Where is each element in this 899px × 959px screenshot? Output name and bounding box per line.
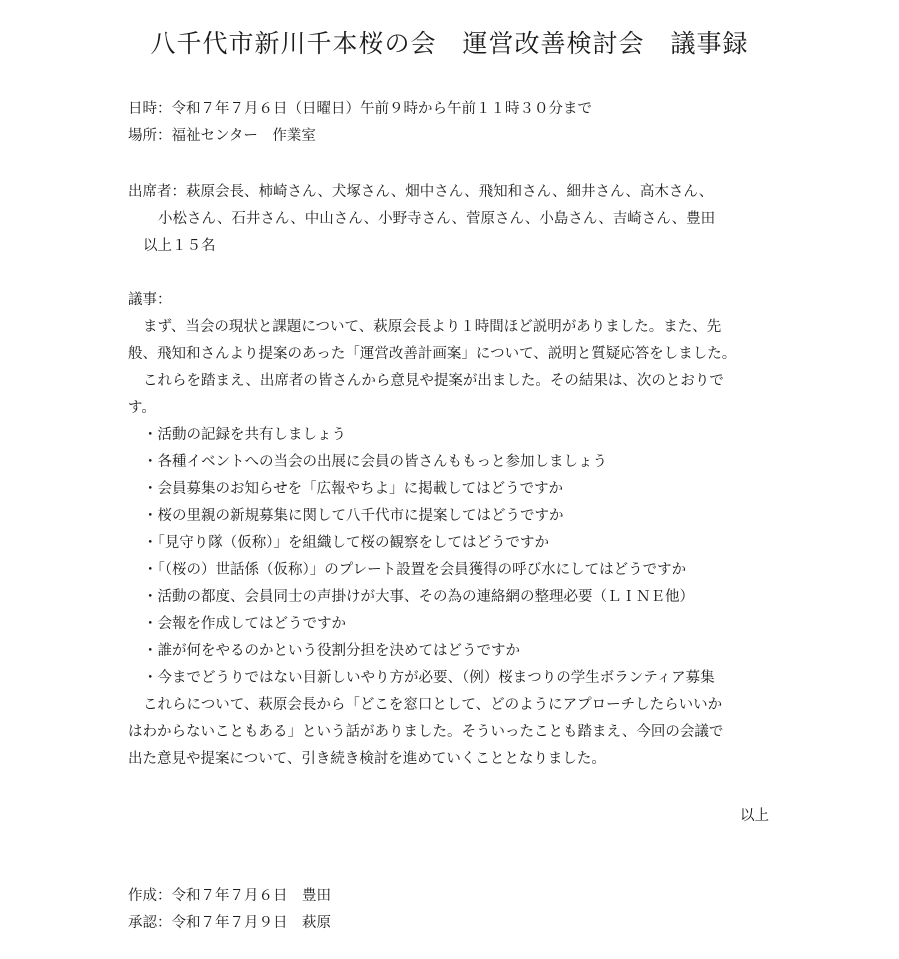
intro-line-4: す。 <box>128 400 156 416</box>
attendees-count: 以上１５名 <box>143 238 216 254</box>
list-item: ・「（桜の）世話係（仮称）」のプレート設置を会員獲得の呼び水にしてはどうですか <box>143 562 687 578</box>
closing-mark: 以上 <box>740 808 769 824</box>
intro-line-3: これらを踏まえ、出席者の皆さんから意見や提案が出ました。その結果は、次のとおりで <box>143 373 724 389</box>
list-item: ・誰が何をやるのかという役割分担を決めてはどうですか <box>143 643 520 659</box>
attendees-line-2: 小松さん、石井さん、中山さん、小野寺さん、菅原さん、小島さん、吉崎さん、豊田 <box>158 211 716 227</box>
attendees-line-1: 出席者：萩原会長、柿崎さん、犬塚さん、畑中さん、飛知和さん、細井さん、高木さん、 <box>128 184 714 200</box>
list-item: ・活動の記録を共有しましょう <box>143 427 346 443</box>
list-item: ・今までどうりではない目新しいやり方が必要、（例）桜まつりの学生ボランティア募集 <box>143 670 715 686</box>
meeting-datetime: 日時：令和７年７月６日（日曜日）午前９時から午前１１時３０分まで <box>128 101 592 117</box>
agenda-heading: 議事： <box>128 292 172 308</box>
created-by: 作成：令和７年７月６日 豊田 <box>128 888 331 904</box>
conclusion-line-1: これらについて、萩原会長から「どこを窓口として、どのようにアプローチしたらいいか <box>143 697 723 713</box>
list-item: ・桜の里親の新規募集に関して八千代市に提案してはどうですか <box>143 508 564 524</box>
conclusion-line-2: はわからないこともある」という話がありました。そういったことも踏まえ、今回の会議で <box>128 724 724 740</box>
document-title: 八千代市新川千本桜の会 運営改善検討会 議事録 <box>150 29 749 58</box>
intro-line-1: まず、当会の現状と課題について、萩原会長より１時間ほど説明がありました。また、先 <box>143 319 722 335</box>
list-item: ・各種イベントへの当会の出展に会員の皆さんももっと参加しましょう <box>143 454 607 470</box>
conclusion-line-3: 出た意見や提案について、引き続き検討を進めていくこととなりました。 <box>128 751 606 767</box>
list-item: ・会員募集のお知らせを「広報やちよ」に掲載してはどうですか <box>143 481 564 497</box>
list-item: ・活動の都度、会員同士の声掛けが大事、その為の連絡網の整理必要（ＬＩＮＥ他） <box>143 589 694 605</box>
intro-line-2: 般、飛知和さんより提案のあった「運営改善計画案」について、説明と質疑応答をしました。 <box>128 346 737 362</box>
meeting-place: 場所：福祉センター 作業室 <box>128 128 316 144</box>
list-item: ・「見守り隊（仮称）」を組織して桜の観察をしてはどうですか <box>143 535 549 551</box>
approved-by: 承認：令和７年７月９日 萩原 <box>128 915 331 931</box>
list-item: ・会報を作成してはどうですか <box>143 616 346 632</box>
